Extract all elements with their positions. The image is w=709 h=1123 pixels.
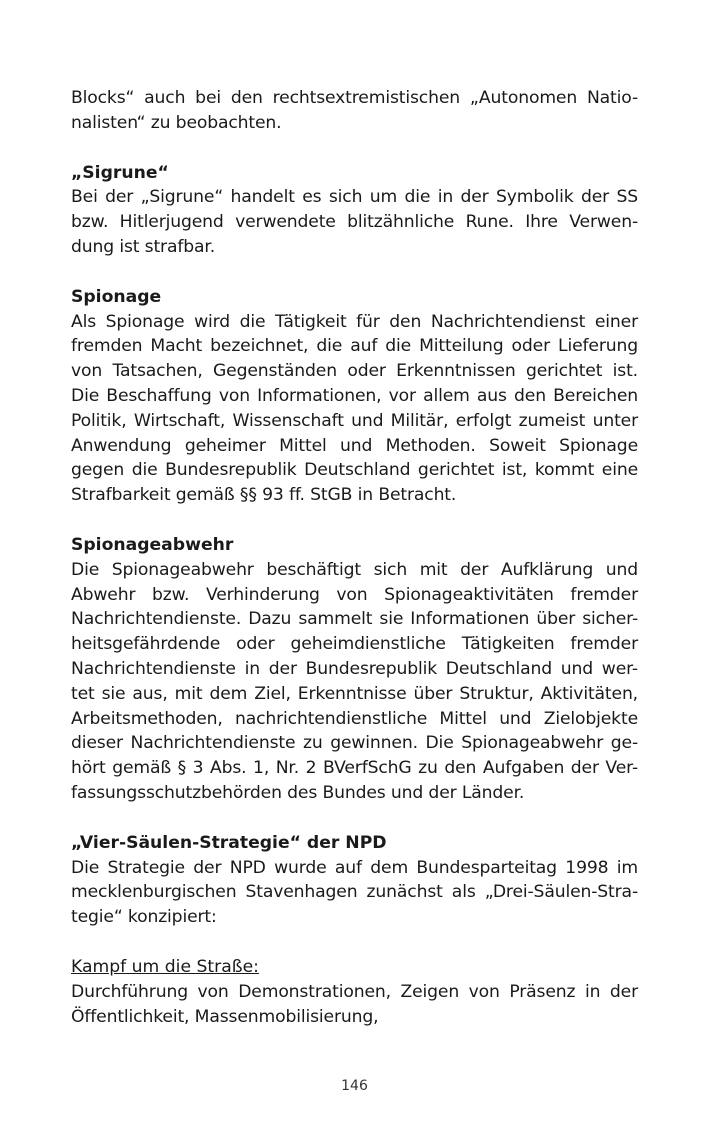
text-line: Die Beschaffung von Informationen, vor allem aus den Bereichen (71, 385, 638, 406)
entry-heading: Spionageabwehr (71, 534, 234, 555)
text-line: bzw. Hitlerjugend verwendete blitzähnliche Rune. Ihre Verwen- (71, 212, 638, 233)
text-line: dieser Nachrichtendienste zu gewinnen. Die Spionageabwehr ge- (71, 733, 638, 754)
text-line: Politik, Wirtschaft, Wissenschaft und Militär, erfolgt zumeist unter (71, 410, 638, 431)
entry-sigrune (71, 161, 638, 260)
text-line: Arbeitsmethoden, nachrichtendienstliche Mittel und Zielobjekte (71, 708, 638, 729)
text-line: Als Spionage wird die Tätigkeit für den Nachrichtendienst einer (71, 311, 638, 332)
text-line: fremden Macht bezeichnet, die auf die Mitteilung oder Lieferung (71, 336, 638, 357)
text-line: Nachrichtendienste in der Bundesrepublik Deutschland und wer- (71, 658, 638, 679)
text-line: Abwehr bzw. Verhinderung von Spionageaktivitäten fremder (71, 584, 638, 605)
intro-paragraph (71, 86, 638, 136)
text-line: von Tatsachen, Gegenständen oder Erkenntnissen gerichtet ist. (71, 361, 638, 382)
text-line: Bei der „Sigrune“ handelt es sich um die in der Symbolik der SS (71, 187, 638, 208)
entry-heading: „Sigrune“ (71, 162, 169, 183)
text-line: hört gemäß § 3 Abs. 1, Nr. 2 BVerfSchG zu den Aufgaben der Ver- (71, 758, 638, 779)
text-line: Blocks“ auch bei den rechtsextremistischen „Autonomen Natio- (71, 88, 638, 108)
text-line: Durchführung von Demonstrationen, Zeigen von Präsenz in der (71, 981, 638, 1002)
text-line: Strafbarkeit gemäß §§ 93 ff. StGB in Betracht. (71, 485, 457, 506)
page-content (71, 86, 638, 1054)
entry-body (71, 980, 638, 1030)
entry-spionage (71, 285, 638, 508)
text-line: heitsgefährdende oder geheimdienstliche Tätigkeiten fremder (71, 634, 638, 655)
page-number: 146 (341, 1078, 368, 1094)
text-line: dung ist strafbar. (71, 236, 216, 257)
entry-vier-saeulen-strategie (71, 831, 638, 930)
entry-body (71, 310, 638, 508)
text-line: tet sie aus, mit dem Ziel, Erkenntnisse über Struktur, Aktivitäten, (71, 683, 638, 704)
entry-heading: „Vier-Säulen-Strategie“ der NPD (71, 832, 387, 853)
entry-body (71, 558, 638, 806)
text-line: mecklenburgischen Stavenhagen zunächst als „Drei-Säulen-Stra- (71, 882, 638, 903)
text-line: fassungsschutzbehörden des Bundes und der Länder. (71, 782, 525, 803)
text-line: Die Spionageabwehr beschäftigt sich mit der Aufklärung und (71, 559, 638, 580)
intro-text (71, 86, 638, 136)
text-line: tegie“ konzipiert: (71, 907, 217, 928)
text-line: Die Strategie der NPD wurde auf dem Bundesparteitag 1998 im (71, 857, 638, 878)
entry-subheading: Kampf um die Straße: (71, 956, 259, 977)
text-line: Öffentlichkeit, Massenmobilisierung, (71, 1006, 379, 1027)
entry-body (71, 856, 638, 930)
text-line: gegen die Bundesrepublik Deutschland gerichtet ist, kommt eine (71, 460, 638, 481)
entry-kampf-um-die-strasse (71, 955, 638, 1029)
entry-body (71, 185, 638, 259)
text-line: Nachrichtendienste. Dazu sammelt sie Informationen über sicher- (71, 609, 638, 630)
text-line: nalisten“ zu beobachten. (71, 112, 282, 133)
entry-heading: Spionage (71, 286, 162, 307)
entry-spionageabwehr (71, 533, 638, 806)
text-line: Anwendung geheimer Mittel und Methoden. Soweit Spionage (71, 435, 638, 456)
